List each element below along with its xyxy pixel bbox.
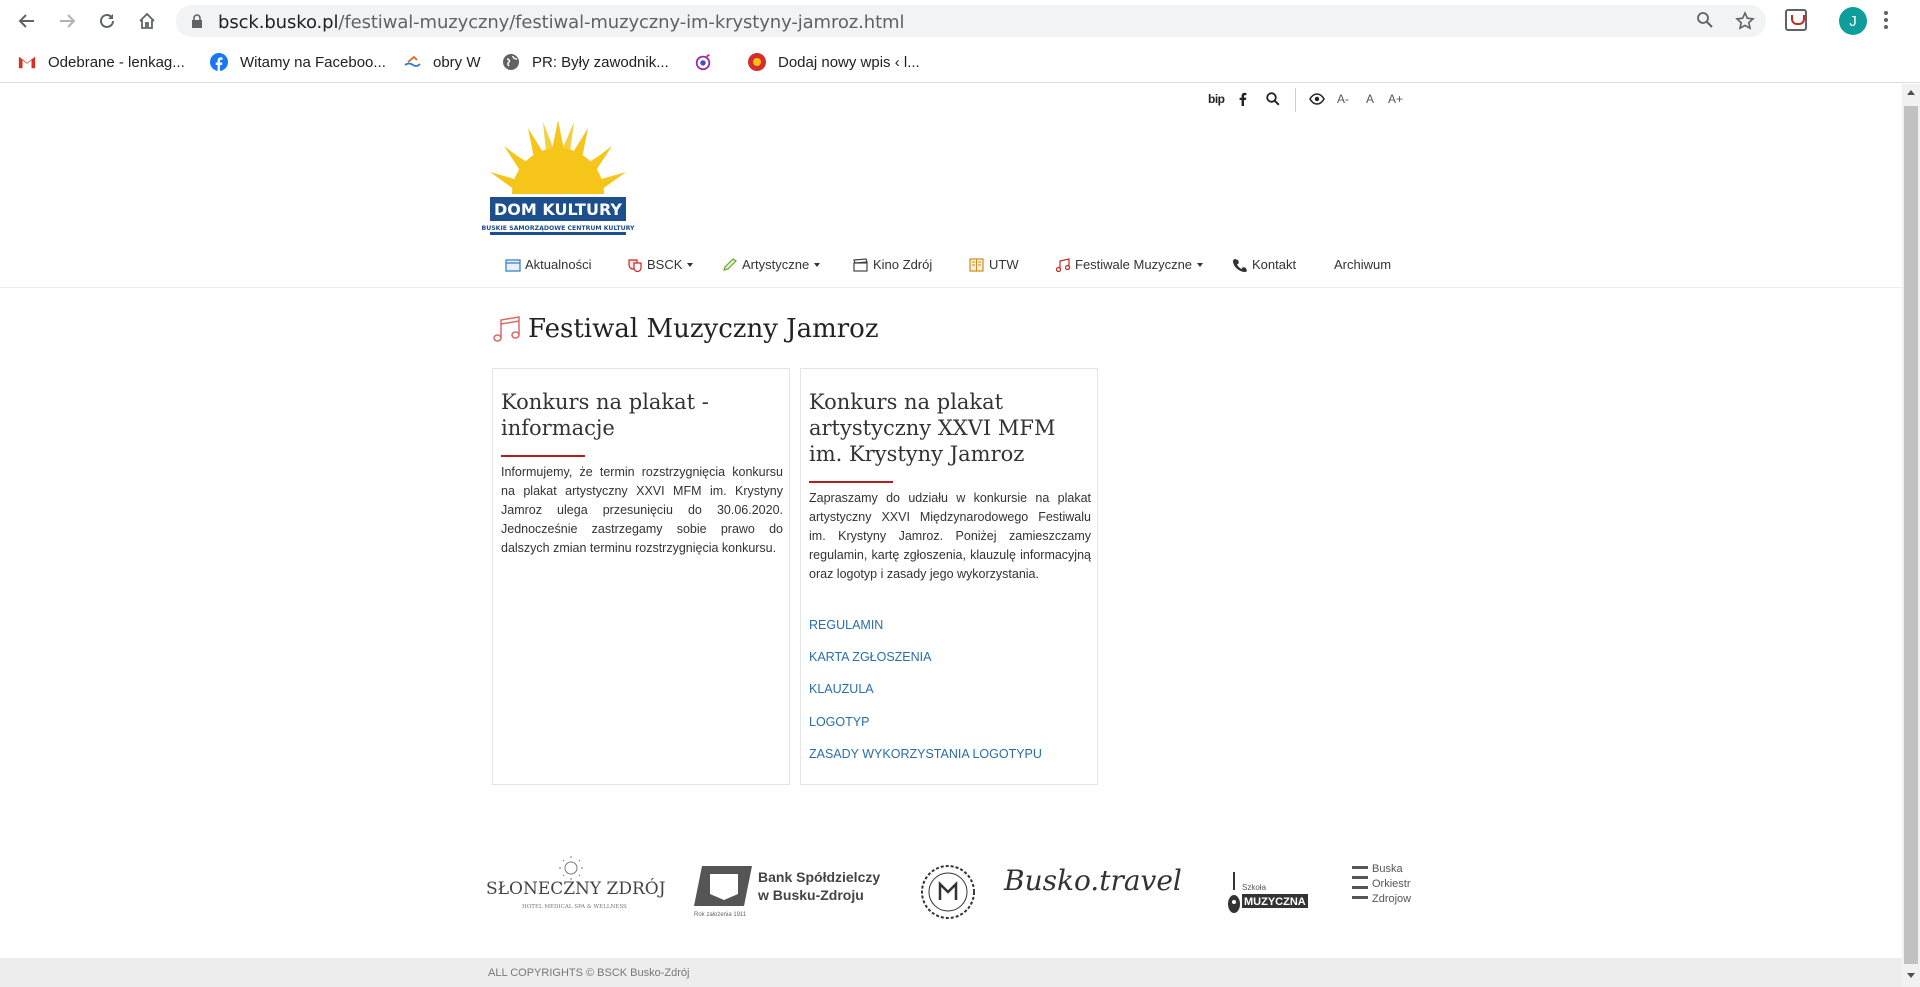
card-title[interactable]: Konkurs na plakat artystyczny XXVI MFM im. Krystyny Jamroz <box>809 390 1056 466</box>
bookmark-label: Dodaj nowy wpis ‹ l... <box>778 53 920 71</box>
bookmark-label: obry W <box>433 53 481 71</box>
search-button[interactable] <box>1266 92 1280 109</box>
bookmark-target[interactable] <box>694 51 724 73</box>
facebook-link[interactable] <box>1239 92 1247 109</box>
zoom-button[interactable] <box>1694 11 1716 33</box>
regulamin-link[interactable]: REGULAMIN <box>809 618 884 632</box>
orchestra-logo[interactable] <box>1350 862 1414 912</box>
nav-label: Aktualności <box>525 257 592 272</box>
home-button[interactable] <box>133 7 161 35</box>
nav-item-kino[interactable] <box>853 257 932 272</box>
nav-label: Kontakt <box>1252 257 1297 272</box>
sponsor-bank-line1: Bank Spółdzielczy <box>758 869 881 885</box>
font-increase-button[interactable]: A+ <box>1388 92 1404 106</box>
dropdown-caret-icon <box>814 263 820 267</box>
nav-item-archiwum[interactable] <box>1334 257 1391 272</box>
forward-arrow-icon <box>58 12 76 30</box>
music-note-icon <box>1055 258 1071 272</box>
seal-icon <box>920 864 976 920</box>
dropdown-caret-icon <box>687 263 693 267</box>
bookmark-label: Odebrane - lenkag... <box>48 53 185 71</box>
sponsors-strip <box>484 856 1414 936</box>
back-button[interactable] <box>13 7 41 35</box>
nav-label: BSCK <box>647 257 683 272</box>
sponsor-orch-line2: Orkiestr <box>1372 878 1411 890</box>
seal-logo[interactable] <box>920 864 976 920</box>
url-path: /festiwal-muzyczny/festiwal-muzyczny-im-krystyny-jamroz.html <box>338 12 905 33</box>
sponsor-school-line1: Szkoła <box>1242 883 1267 892</box>
swimmer-icon <box>403 53 421 71</box>
sponsor-school-line2: MUZYCZNA <box>1244 896 1306 908</box>
nav-item-artystyczne[interactable] <box>722 257 820 272</box>
card-title[interactable]: Konkurs na plakat - informacje <box>501 390 709 440</box>
logotyp-link[interactable]: LOGOTYP <box>809 715 870 729</box>
copyright-text: ALL COPYRIGHTS © BSCK Busko-Zdrój <box>488 967 690 979</box>
main-navigation <box>0 244 1902 288</box>
lock-icon <box>191 14 203 28</box>
eye-icon <box>1309 93 1325 105</box>
sponsor-zdroj-subtitle: HOTEL MEDICAL SPA & WELLNESS <box>522 904 627 910</box>
zasady-logotypu-link[interactable]: ZASADY WYKORZYSTANIA LOGOTYPU <box>809 747 1042 761</box>
nav-item-festiwale[interactable] <box>1055 257 1203 272</box>
book-icon <box>969 258 985 272</box>
music-notes-icon <box>492 314 522 344</box>
sponsor-zdroj-title: SŁONECZNY ZDRÓJ <box>486 879 666 899</box>
profile-avatar[interactable]: J <box>1839 7 1867 35</box>
font-decrease-button[interactable]: A- <box>1337 92 1349 106</box>
brush-icon <box>722 258 738 272</box>
gmail-icon <box>18 53 36 71</box>
page-title-text: Festiwal Muzyczny Jamroz <box>528 314 879 344</box>
calendar-icon <box>505 258 521 272</box>
bookmark-facebook[interactable] <box>210 51 386 73</box>
nav-item-utw[interactable] <box>969 257 1019 272</box>
zoom-icon <box>1696 11 1714 29</box>
home-icon <box>138 12 156 30</box>
card-title-underline <box>501 455 585 457</box>
search-icon <box>1266 92 1280 106</box>
dom-kultury-logo[interactable] <box>481 120 635 238</box>
topbar-divider <box>1295 88 1296 112</box>
bookmark-pr[interactable] <box>502 51 669 73</box>
pocket-extension-icon[interactable] <box>1785 9 1807 31</box>
clapperboard-icon <box>853 258 869 272</box>
bookmark-label: PR: Były zawodnik... <box>532 53 669 71</box>
browser-toolbar <box>0 0 1920 43</box>
card-text: Informujemy, że termin rozstrzygnięcia konkursu na plakat artystyczny XXVI MFM im. Krystyny Jamroz ulega przesunięciu do 30.06.2020. Jednocześnie zastrzegamy sobie prawo do dalszych zmian terminu rozstrzygnięcia konkursu. <box>501 465 783 555</box>
reload-button[interactable] <box>93 7 121 35</box>
sun-logo-icon <box>481 120 635 238</box>
scroll-down-arrow-icon[interactable] <box>1907 973 1915 978</box>
scrollbar-thumb[interactable] <box>1904 106 1918 964</box>
url-text <box>218 12 904 33</box>
bookmark-label: Witamy na Faceboo... <box>240 53 386 71</box>
globe-icon <box>502 53 520 71</box>
news-card <box>800 368 1098 785</box>
music-school-logo[interactable] <box>1228 864 1312 920</box>
news-card <box>492 368 790 785</box>
bip-link[interactable]: bip <box>1208 92 1225 106</box>
scroll-up-arrow-icon[interactable] <box>1907 90 1915 95</box>
web-page <box>0 84 1902 987</box>
nav-item-aktualnosci[interactable] <box>505 257 591 272</box>
sun-icon <box>748 53 766 71</box>
page-scrollbar[interactable] <box>1902 84 1920 987</box>
sloneczny-zdroj-logo[interactable] <box>484 856 666 916</box>
hotel-sun-icon <box>484 856 666 916</box>
page-footer <box>0 958 1902 987</box>
browser-menu-icon[interactable] <box>1884 9 1890 31</box>
orchestra-bars-icon <box>1350 862 1414 912</box>
guitar-icon <box>1228 864 1312 920</box>
card-title-underline <box>809 481 893 483</box>
sponsor-orch-line3: Zdrojow <box>1372 893 1412 905</box>
logo-title: DOM KULTURY <box>494 200 622 219</box>
nav-label: Kino Zdrój <box>873 257 933 272</box>
busko-travel-logo[interactable]: Busko.travel <box>1004 864 1182 897</box>
forward-button[interactable] <box>53 7 81 35</box>
nav-item-kontakt[interactable] <box>1232 257 1296 272</box>
facebook-f-icon <box>1239 92 1247 106</box>
bank-spoldzielczy-logo[interactable] <box>692 864 892 924</box>
star-icon <box>1735 11 1755 31</box>
bookmark-gmail[interactable] <box>18 51 185 73</box>
target-icon <box>694 53 712 71</box>
nav-item-bsck[interactable] <box>627 257 693 272</box>
bank-book-icon <box>692 864 892 924</box>
karta-zgloszenia-link[interactable]: KARTA ZGŁOSZENIA <box>809 650 932 664</box>
nav-label: Festiwale Muzyczne <box>1075 257 1193 272</box>
facebook-icon <box>210 53 228 71</box>
page-title <box>492 314 879 344</box>
nav-label: Artystyczne <box>742 257 810 272</box>
contrast-button[interactable] <box>1309 93 1325 108</box>
address-bar[interactable] <box>176 5 1766 37</box>
theater-icon <box>627 258 643 272</box>
phone-icon <box>1232 258 1248 272</box>
sponsor-orch-line1: Buska <box>1372 863 1403 875</box>
nav-label: Archiwum <box>1334 257 1392 272</box>
bookmarks-bar <box>0 43 1920 83</box>
logo-subtitle: BUSKIE SAMORZĄDOWE CENTRUM KULTURY <box>481 225 635 232</box>
sponsor-bank-subtitle: Rok założenia 1911 <box>694 912 747 918</box>
bookmark-swim[interactable] <box>403 51 481 73</box>
url-host: bsck.busko.pl <box>218 12 339 33</box>
dropdown-caret-icon <box>1197 263 1203 267</box>
card-text: Zapraszamy do udziału w konkursie na plakat artystyczny XXVI Międzynarodowego Festiwalu im. Krystyny Jamroz. Poniżej zamieszczamy regulamin, kartę zgłoszenia, klauzulę informacyjną oraz logotyp i zasady jego wykorzystania. <box>809 491 1091 581</box>
back-arrow-icon <box>18 12 36 30</box>
nav-label: UTW <box>989 257 1019 272</box>
reload-icon <box>98 12 116 30</box>
sponsor-bank-line2: w Busku-Zdroju <box>758 887 864 903</box>
bookmark-star-button[interactable] <box>1734 11 1756 33</box>
klauzula-link[interactable]: KLAUZULA <box>809 682 874 696</box>
bookmark-wordpress[interactable] <box>748 51 920 73</box>
font-normal-button[interactable]: A <box>1366 92 1375 106</box>
